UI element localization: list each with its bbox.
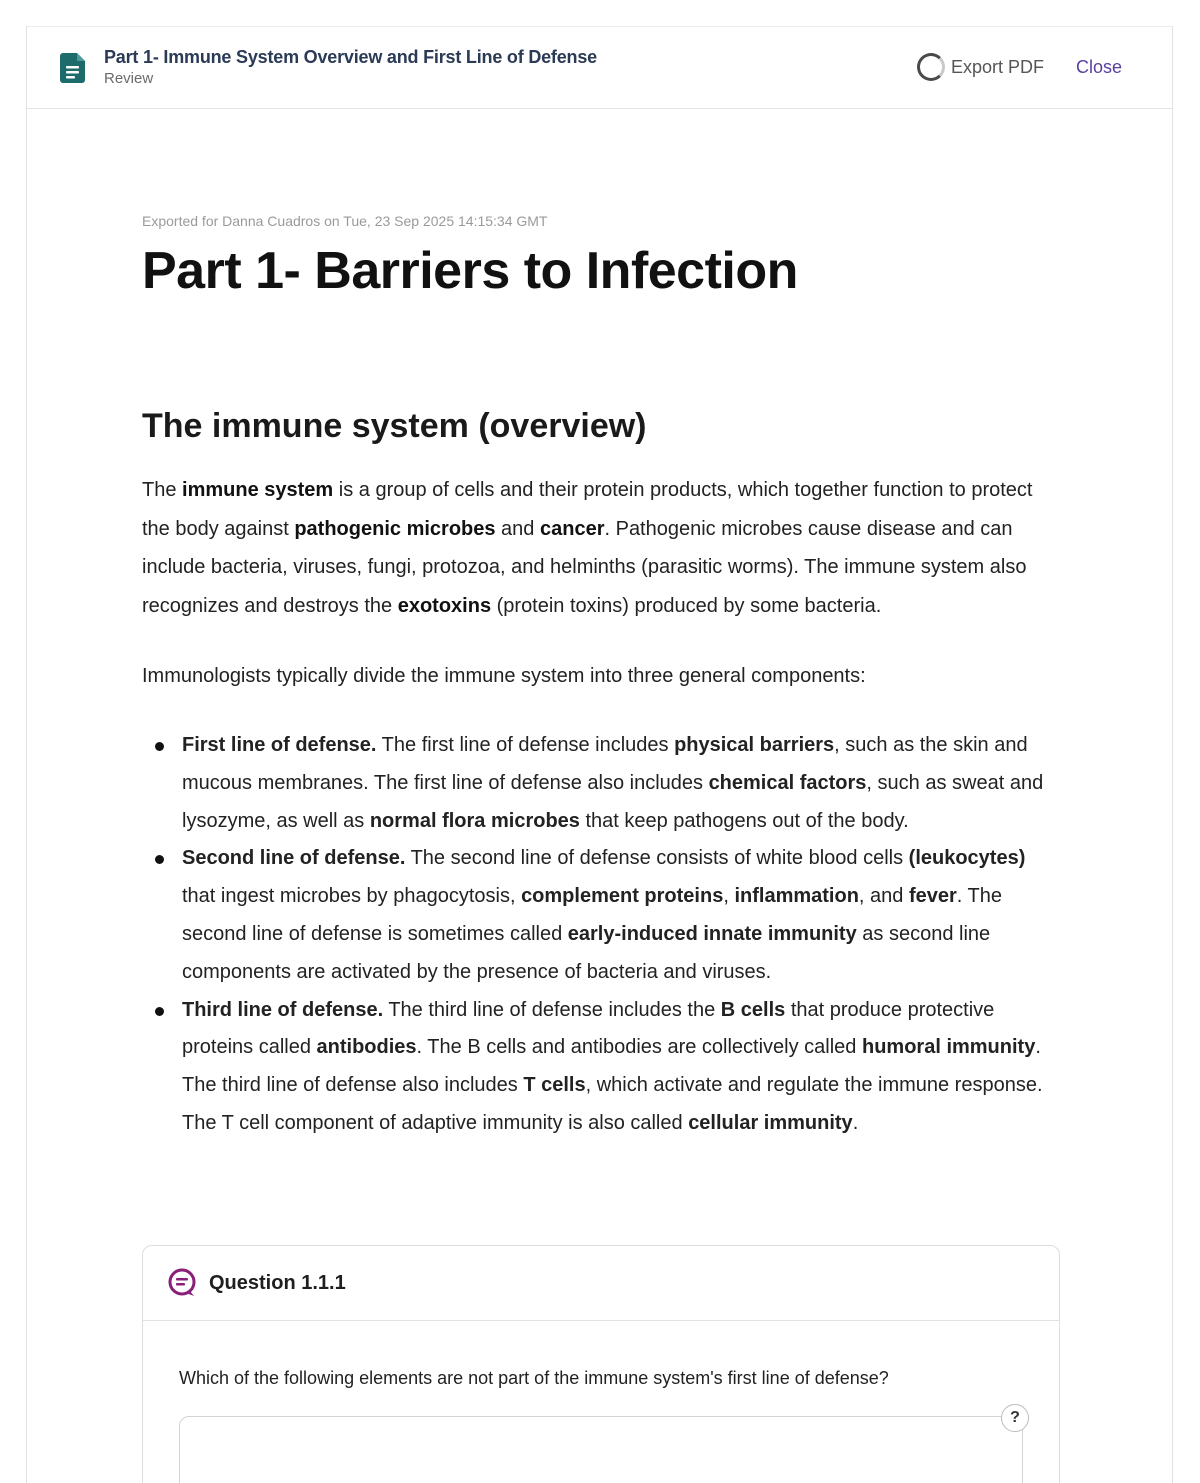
question-chat-icon bbox=[167, 1268, 197, 1298]
overview-paragraph: The immune system is a group of cells and their protein products, which together function to protect the body against pathogenic microbes and cancer. Pathogenic microbes cause disease and can include bacteria, viruses, fungi, protozoa, and helminths (parasitic worms). The immune system also recognizes and destroys the exotoxins (protein toxins) produced by some bacteria. bbox=[142, 479, 1033, 617]
question-title: Question 1.1.1 bbox=[209, 1271, 346, 1294]
header-titles bbox=[104, 47, 597, 87]
review-window bbox=[26, 26, 1173, 1483]
exported-note: Exported for Danna Cuadros on Tue, 23 Sep 2025 14:15:34 GMT bbox=[142, 213, 548, 229]
question-text: Which of the following elements are not part of the immune system's first line of defense? bbox=[179, 1368, 889, 1388]
list-item-second-line: Second line of defense. The second line of defense consists of white blood cells (leukocytes) that ingest microbes by phagocytosis, complement proteins, inflammation, and fever. The second line of defense is sometimes called early-induced innate immunity as second line components are activated by the presence of bacteria and viruses. bbox=[142, 840, 1062, 991]
question-header bbox=[143, 1246, 1059, 1321]
answer-area[interactable] bbox=[179, 1416, 1023, 1483]
header-title: Part 1- Immune System Overview and First Line of Defense bbox=[104, 47, 597, 67]
list-item-third-line: Third line of defense. The third line of defense includes the B cells that produce protective proteins called antibodies. The B cells and antibodies are collectively called humoral immunity. The third line of defense also includes T cells, which activate and regulate the immune response. The T cell component of adaptive immunity is also called cellular immunity. bbox=[142, 992, 1062, 1143]
help-icon[interactable]: ? bbox=[1001, 1404, 1029, 1432]
defense-lines-list bbox=[142, 727, 1062, 1143]
list-item-first-line: First line of defense. The first line of defense includes physical barriers, such as the skin and mucous membranes. The first line of defense also includes chemical factors, such as sweat and lysozyme, as well as normal flora microbes that keep pathogens out of the body. bbox=[142, 727, 1062, 840]
header-subtitle: Review bbox=[104, 70, 154, 87]
page-title: Part 1- Barriers to Infection bbox=[142, 242, 798, 300]
export-pdf-button[interactable] bbox=[917, 53, 1044, 81]
top-bar bbox=[27, 27, 1172, 109]
question-card bbox=[142, 1245, 1060, 1483]
components-intro: Immunologists typically divide the immune system into three general components: bbox=[142, 665, 866, 687]
section-title: The immune system (overview) bbox=[142, 407, 647, 445]
close-button[interactable]: Close bbox=[1076, 57, 1123, 77]
document-icon bbox=[59, 52, 87, 84]
loading-spinner-icon bbox=[917, 53, 945, 81]
export-pdf-label: Export PDF bbox=[951, 56, 1045, 77]
